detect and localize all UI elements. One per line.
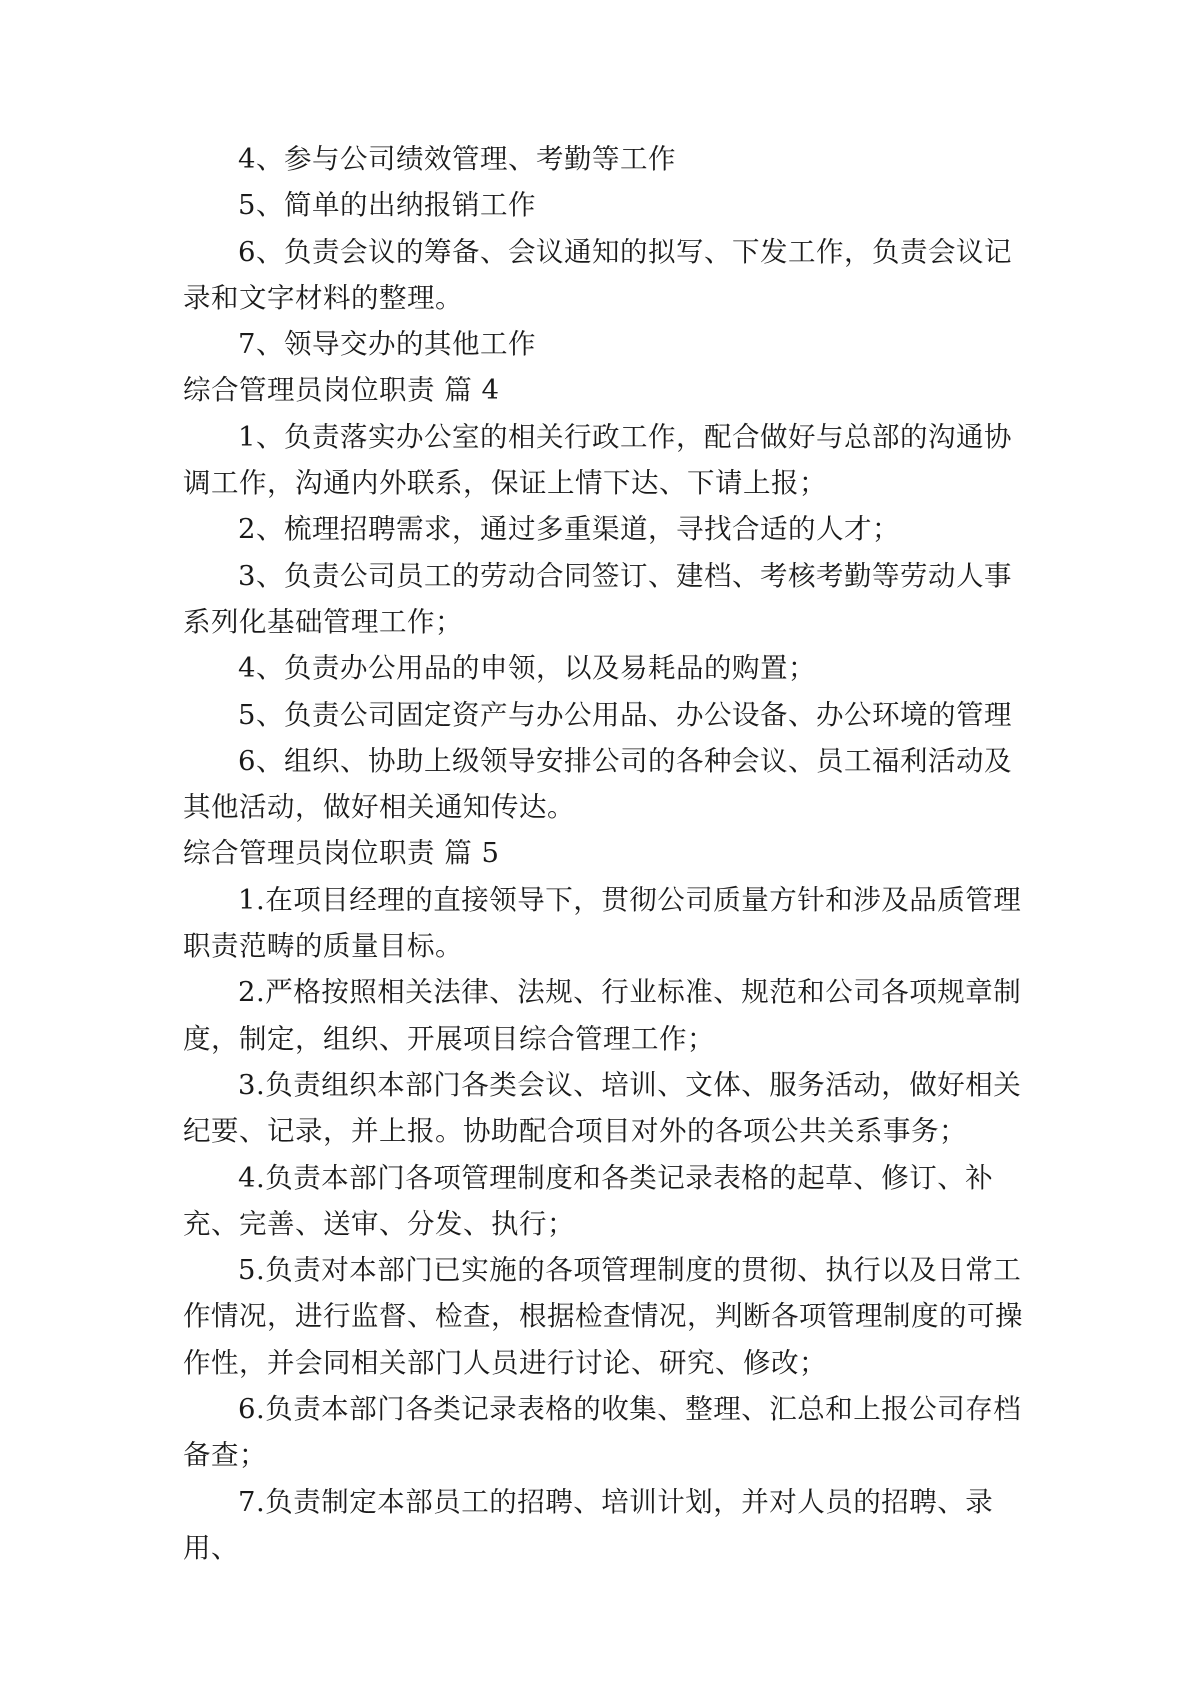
list-item: 2、梳理招聘需求，通过多重渠道，寻找合适的人才； xyxy=(238,513,900,546)
list-item: 6.负责本部门各类记录表格的收集、整理、汇总和上报公司存档备查； xyxy=(183,1393,1022,1472)
section-heading: 综合管理员岗位职责 篇 5 xyxy=(183,837,500,870)
section-heading: 综合管理员岗位职责 篇 4 xyxy=(183,374,500,407)
list-item: 4、负责办公用品的申领，以及易耗品的购置； xyxy=(238,652,816,685)
list-item: 2.严格按照相关法律、法规、行业标准、规范和公司各项规章制度，制定，组织、开展项目综合管理工作； xyxy=(183,976,1022,1055)
list-item: 3、负责公司员工的劳动合同签订、建档、考核考勤等劳动人事系列化基础管理工作； xyxy=(183,559,1012,638)
list-item: 1.在项目经理的直接领导下，贯彻公司质量方针和涉及品质管理职责范畴的质量目标。 xyxy=(183,883,1022,963)
list-item: 1、负责落实办公室的相关行政工作，配合做好与总部的沟通协调工作，沟通内外联系，保证上情下达、下请上报； xyxy=(183,420,1012,500)
list-item: 3.负责组织本部门各类会议、培训、文体、服务活动，做好相关纪要、记录，并上报。协助配合项目对外的各项公共关系事务； xyxy=(183,1068,1022,1148)
list-item: 6、负责会议的筹备、会议通知的拟写、下发工作，负责会议记录和文字材料的整理。 xyxy=(183,235,1012,314)
list-item: 6、组织、协助上级领导安排公司的各种会议、员工福利活动及其他活动，做好相关通知传达。 xyxy=(183,744,1012,824)
list-item: 5.负责对本部门已实施的各项管理制度的贯彻、执行以及日常工作情况，进行监督、检查，根据检查情况，判断各项管理制度的可操作性，并会同相关部门人员进行讨论、研究、修改； xyxy=(183,1254,1023,1379)
list-item: 5、负责公司固定资产与办公用品、办公设备、办公环境的管理 xyxy=(238,698,1012,731)
list-item: 5、简单的出纳报销工作 xyxy=(238,189,536,222)
list-item: 4.负责本部门各项管理制度和各类记录表格的起草、修订、补充、完善、送审、分发、执行； xyxy=(183,1161,994,1240)
list-item: 7.负责制定本部员工的招聘、培训计划，并对人员的招聘、录用、 xyxy=(183,1485,994,1564)
document-body xyxy=(183,136,1033,1571)
list-item: 7、领导交办的其他工作 xyxy=(238,328,536,361)
list-item: 4、参与公司绩效管理、考勤等工作 xyxy=(238,143,676,175)
